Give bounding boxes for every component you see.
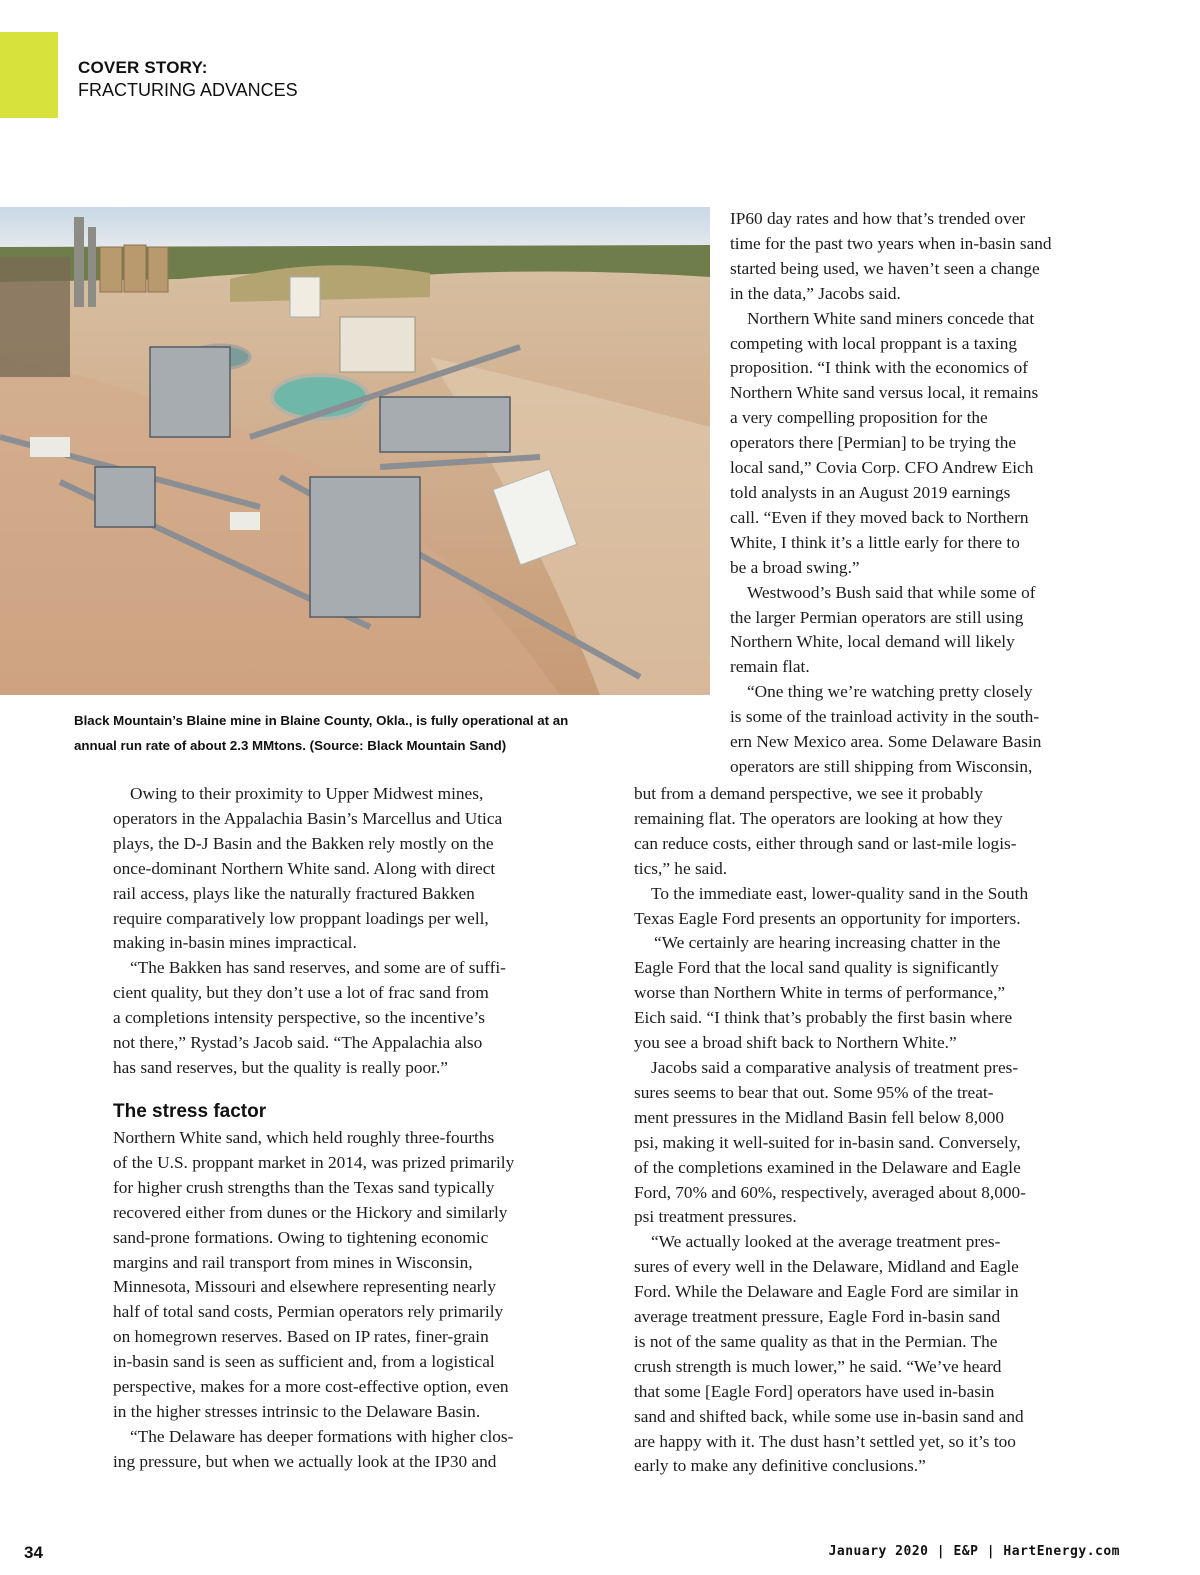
text-line: tics,” he said. — [634, 858, 728, 878]
text-line: that some [Eagle Ford] operators have used in-basin — [634, 1381, 995, 1401]
text-line: Ford. While the Delaware and Eagle Ford are similar in — [634, 1282, 1019, 1302]
publication-footer: January 2020 | E&P | HartEnergy.com — [828, 1544, 1120, 1559]
caption-line: annual run rate of about 2.3 MMtons. (Source: Black Mountain Sand) — [74, 738, 507, 753]
section-title: COVER STORY: — [78, 58, 208, 77]
text-line: proposition. “I think with the economics of — [730, 358, 1029, 378]
text-line: To the immediate east, lower-quality sand in the South — [651, 883, 1029, 903]
text-line: worse than Northern White in terms of performance,” — [634, 983, 1006, 1003]
text-line: recovered either from dunes or the Hickory and similarly — [113, 1202, 508, 1222]
text-line: not there,” Rystad’s Jacob said. “The Appalachia also — [113, 1033, 483, 1053]
text-line: the larger Permian operators are still using — [730, 607, 1024, 627]
text-line: half of total sand costs, Permian operators rely primarily — [113, 1302, 504, 1322]
text-line: Eagle Ford that the local sand quality is significantly — [634, 958, 999, 978]
text-line: a very compelling proposition for the — [730, 408, 988, 428]
text-line: of the completions examined in the Delaware and Eagle — [634, 1157, 1021, 1177]
text-line: sures seems to bear that out. Some 95% of the treat- — [634, 1082, 994, 1102]
text-line: cient quality, but they don’t use a lot of frac sand from — [113, 983, 489, 1003]
text-line: making in-basin mines impractical. — [113, 933, 357, 953]
text-line: sures of every well in the Delaware, Midland and Eagle — [634, 1257, 1019, 1277]
text-line: on homegrown reserves. Based on IP rates, finer-grain — [113, 1327, 489, 1347]
text-line: remaining flat. The operators are looking at how they — [634, 808, 1003, 828]
text-line: crush strength is much lower,” he said. “We’ve heard — [634, 1356, 1002, 1376]
text-line: psi, making it well-suited for in-basin sand. Conversely, — [634, 1132, 1021, 1152]
text-line: psi treatment pressures. — [634, 1207, 797, 1227]
text-line: Northern White sand versus local, it remains — [730, 383, 1039, 403]
text-line: is not of the same quality as that in the Permian. The — [634, 1331, 998, 1351]
caption-line: Black Mountain’s Blaine mine in Blaine County, Okla., is fully operational at an — [74, 713, 569, 728]
text-line: once-dominant Northern White sand. Along with direct — [113, 858, 496, 878]
text-line: has sand reserves, but the quality is really poor.” — [113, 1057, 448, 1077]
text-line: rail access, plays like the naturally fractured Bakken — [113, 883, 475, 903]
text-line: in-basin sand is seen as sufficient and, from a logistical — [113, 1352, 495, 1372]
page-number: 34 — [24, 1543, 43, 1562]
text-line: are happy with it. The dust hasn’t settled yet, so it’s too — [634, 1431, 1016, 1451]
text-line: sand-prone formations. Owing to tightening economic — [113, 1227, 489, 1247]
section-subtitle: FRACTURING ADVANCES — [78, 80, 298, 100]
text-line: average treatment pressure, Eagle Ford in-basin sand — [634, 1307, 1001, 1327]
text-line: you see a broad shift back to Northern White.” — [634, 1033, 957, 1053]
text-line: in the higher stresses intrinsic to the Delaware Basin. — [113, 1401, 481, 1421]
mine-photo — [0, 207, 710, 695]
text-line: require comparatively low proppant loadings per well, — [113, 908, 489, 928]
text-line: Minnesota, Missouri and elsewhere representing nearly — [113, 1277, 496, 1297]
text-line: White, I think it’s a little early for there to — [730, 532, 1020, 552]
photo-caption — [74, 708, 684, 758]
text-line: be a broad swing.” — [730, 557, 860, 577]
text-line: operators in the Appalachia Basin’s Marcellus and Utica — [113, 808, 503, 828]
text-line: “The Bakken has sand reserves, and some are of suffi- — [130, 958, 506, 978]
article-column-left-bottom — [113, 1126, 514, 1475]
text-line: time for the past two years when in-basin sand — [730, 233, 1052, 253]
article-column-right-bottom — [634, 782, 1028, 1479]
text-line: is some of the trainload activity in the south- — [730, 707, 1040, 727]
text-line: in the data,” Jacobs said. — [730, 283, 901, 303]
text-line: “We certainly are hearing increasing chatter in the — [654, 933, 1001, 953]
text-line: Texas Eagle Ford presents an opportunity for importers. — [634, 908, 1021, 928]
text-line: ment pressures in the Midland Basin fell below 8,000 — [634, 1107, 1005, 1127]
text-line: “The Delaware has deeper formations with higher clos- — [130, 1426, 514, 1446]
text-line: a completions intensity perspective, so the incentive’s — [113, 1008, 485, 1028]
article-column-right-top — [730, 207, 1052, 780]
text-line: operators are still shipping from Wisconsin, — [730, 756, 1033, 776]
text-line: Jacobs said a comparative analysis of treatment pres- — [651, 1057, 1019, 1077]
text-line: of the U.S. proppant market in 2014, was prized primarily — [113, 1152, 515, 1172]
text-line: Northern White sand, which held roughly three-fourths — [113, 1128, 495, 1147]
text-line: Eich said. “I think that’s probably the first basin where — [634, 1008, 1013, 1028]
text-line: ing pressure, but when we actually look at the IP30 and — [113, 1451, 497, 1471]
text-line: operators there [Permian] to be trying the — [730, 433, 1017, 453]
text-line: perspective, makes for a more cost-effective option, even — [113, 1377, 509, 1397]
text-line: “One thing we’re watching pretty closely — [747, 682, 1033, 702]
text-line: started being used, we haven’t seen a change — [730, 258, 1040, 278]
text-line: told analysts in an August 2019 earnings — [730, 482, 1011, 502]
text-line: local sand,” Covia Corp. CFO Andrew Eich — [730, 458, 1034, 478]
article-column-left-top — [113, 782, 506, 1081]
section-accent-tab — [0, 32, 58, 118]
text-line: but from a demand perspective, we see it probably — [634, 784, 983, 803]
text-line: remain flat. — [730, 657, 810, 677]
text-line: competing with local proppant is a taxing — [730, 333, 1017, 353]
text-line: Owing to their proximity to Upper Midwest mines, — [130, 784, 484, 803]
text-line: for higher crush strengths than the Texas sand typically — [113, 1177, 495, 1197]
text-line: IP60 day rates and how that’s trended over — [730, 209, 1026, 228]
text-line: plays, the D-J Basin and the Bakken rely mostly on the — [113, 833, 494, 853]
text-line: early to make any definitive conclusions.” — [634, 1456, 926, 1476]
text-line: “We actually looked at the average treatment pres- — [651, 1232, 1001, 1252]
subheading: The stress factor — [113, 1101, 267, 1122]
text-line: Northern White, local demand will likely — [730, 632, 1015, 652]
text-line: sand and shifted back, while some use in-basin sand and — [634, 1406, 1024, 1426]
text-line: can reduce costs, either through sand or last-mile logis- — [634, 833, 1017, 853]
text-line: Northern White sand miners concede that — [747, 308, 1035, 328]
text-line: Ford, 70% and 60%, respectively, averaged about 8,000- — [634, 1182, 1026, 1202]
text-line: call. “Even if they moved back to Northern — [730, 507, 1029, 527]
text-line: ern New Mexico area. Some Delaware Basin — [730, 732, 1042, 752]
text-line: Westwood’s Bush said that while some of — [747, 582, 1036, 602]
text-line: margins and rail transport from mines in Wisconsin, — [113, 1252, 473, 1272]
